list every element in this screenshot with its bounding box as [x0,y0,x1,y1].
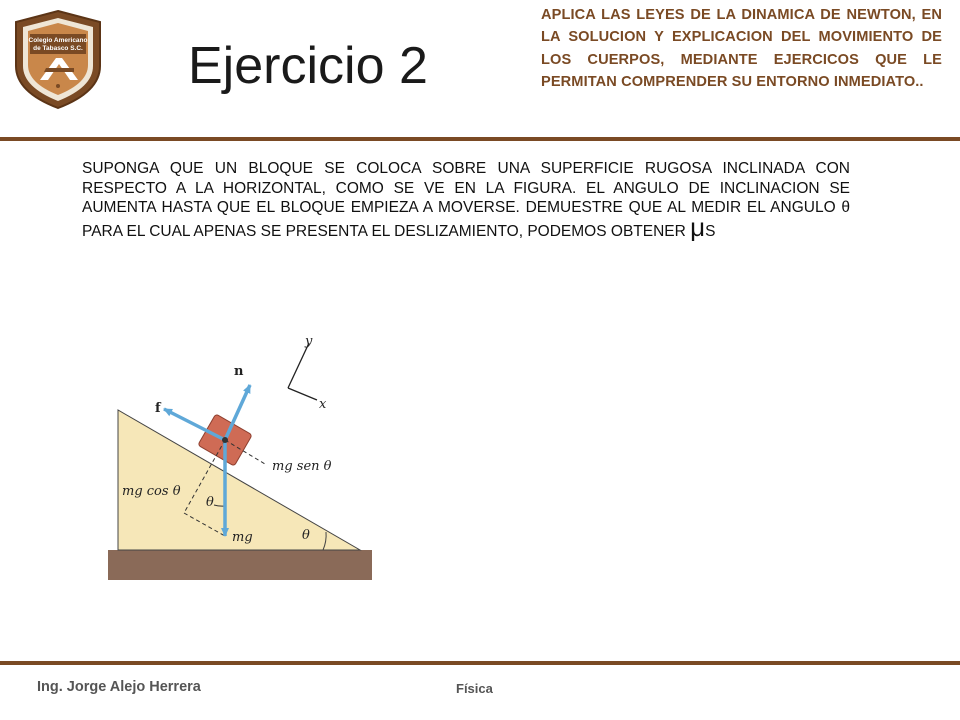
page-title: Ejercicio 2 [188,37,428,95]
label-normal: n [234,364,244,379]
label-weight: mg [232,530,253,545]
problem-statement [82,159,850,241]
label-mg-sin: mg sen θ [272,459,332,474]
mu-subscript: S [705,222,716,240]
mu-symbol: μ [690,211,706,242]
label-y-axis: y [305,334,313,349]
label-mg-cos: mg cos θ [122,484,181,499]
label-x-axis: x [319,397,327,412]
footer-divider [0,661,960,665]
label-theta-inner: θ [206,495,214,510]
x-axis [288,388,317,400]
problem-text: SUPONGA QUE UN BLOQUE SE COLOCA SOBRE UNA SUPERFICIE RUGOSA INCLINADA CON RESPECTO A LA HORIZONTAL, COMO SE VE EN LA FIGURA. EL ANGULO DE INCLINACION SE AUMENTA HASTA QUE EL BLOQUE EMPIEZA A MOVERSE. DEMUESTRE QUE AL MEDIR EL ANGULO θ PARA EL CUAL APENAS SE PRESENTA EL DESLIZAMIENTO, PODEMOS OBTENER [82,160,850,240]
school-logo [8,8,108,112]
y-axis [288,343,309,388]
logo-text-line2: de Tabasco S.C. [33,45,83,52]
footer-author: Ing. Jorge Alejo Herrera [37,679,201,695]
footer-subject: Física [456,681,493,696]
label-friction: f [155,401,161,416]
header-divider [0,137,960,141]
logo-text-line1: Colegio Americano [28,37,88,44]
label-theta-base: θ [302,528,310,543]
learning-objective: APLICA LAS LEYES DE LA DINAMICA DE NEWTON, EN LA SOLUCION Y EXPLICACION DEL MOVIMIENTO DE LOS CUERPOS, MEDIANTE EJERCICOS QUE LE PERMITAN COMPRENDER SU ENTORNO INMEDIATO.. [541,7,942,90]
ground [108,550,372,580]
inclined-plane-diagram [80,330,400,585]
center-of-mass [222,437,228,443]
